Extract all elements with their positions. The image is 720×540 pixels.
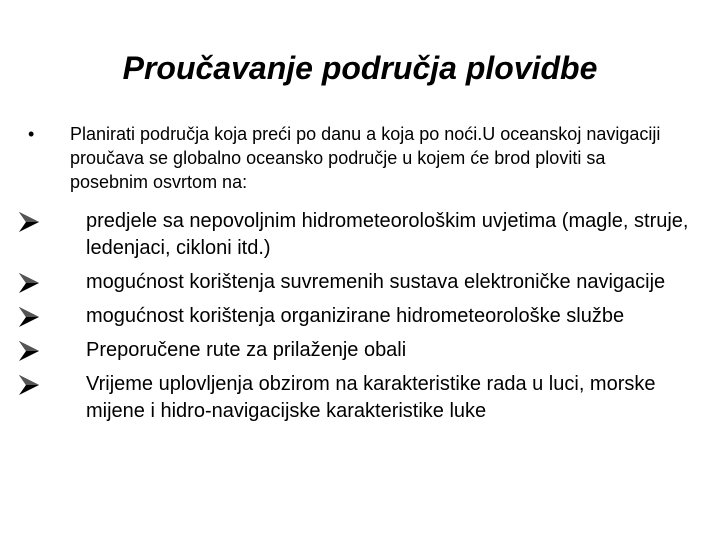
list-item — [16, 371, 706, 425]
arrow-bullet-icon — [16, 304, 42, 330]
arrow-bullet-icon — [16, 338, 42, 364]
arrow-bullet-icon — [16, 209, 42, 235]
arrow-bullet-icon — [16, 270, 42, 296]
list-item-text: Preporučene rute za prilaženje obali — [86, 339, 407, 361]
list-item — [16, 337, 706, 364]
bullet-dot-icon: • — [28, 124, 35, 144]
list-item-text: Vrijeme uplovljenja obzirom na karakteristike rada u luci, morske mijene i hidro-navigacijske karakteristike luke — [86, 373, 656, 422]
list-item-text: mogućnost korištenja suvremenih sustava elektroničke navigacije — [86, 271, 666, 293]
page-title: Proučavanje područja plovidbe — [122, 50, 598, 86]
arrow-bullet-icon — [16, 372, 42, 398]
list-item-text: predjele sa nepovoljnim hidrometeorološkim uvjetima (magle, struje, ledenjaci, cikloni itd.) — [86, 210, 689, 259]
intro-text: Planirati područja koja preći po danu a koja po noći.U oceanskoj navigaciji proučava se globalno oceansko područje u kojem će brod ploviti sa posebnim osvrtom na: — [70, 124, 661, 192]
bullet-list — [16, 208, 706, 432]
list-item-text: mogućnost korištenja organizirane hidrometeorološke službe — [86, 305, 625, 327]
list-item — [16, 208, 706, 262]
list-item — [16, 303, 706, 330]
intro-paragraph — [28, 122, 688, 194]
list-item — [16, 269, 706, 296]
